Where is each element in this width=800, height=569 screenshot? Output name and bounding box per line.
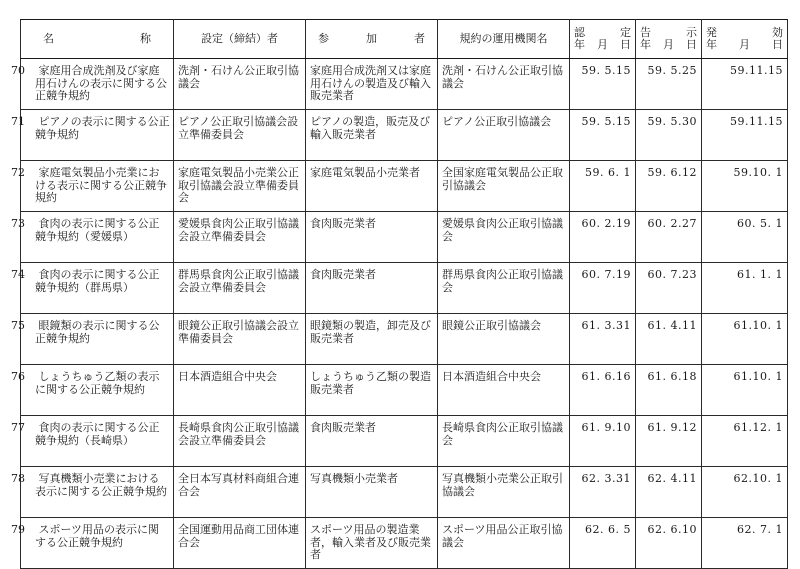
effective-date: 61.10. 1 — [733, 319, 783, 332]
effective-date: 60. 5. 1 — [737, 217, 783, 230]
rule-participant: ピアノの製造，販売及び輸入販売業者 — [310, 115, 431, 141]
header-row — [21, 20, 788, 59]
table-row — [21, 365, 788, 416]
table-row — [21, 518, 788, 569]
rule-agency: 長崎県食肉公正取引協議会 — [442, 421, 563, 447]
rule-participant: しょうちゅう乙類の製造販売業者 — [310, 370, 431, 396]
rule-name: 70 家庭用合成洗剤及び家庭用石けんの表示に関する公正競争規約 — [11, 64, 167, 102]
rule-agency: 写真機類小売業公正取引協議会 — [442, 472, 563, 498]
rule-agency: 日本酒造組合中央会 — [442, 370, 541, 383]
header-participant: 参 加 者 — [306, 20, 438, 59]
rule-name: 77 食肉の表示に関する公正競争規約（長崎県） — [11, 421, 160, 447]
rule-setter: 愛媛県食肉公正取引協議会設立準備委員会 — [178, 217, 299, 243]
rule-name: 73 食肉の表示に関する公正競争規約（愛媛県） — [11, 217, 160, 243]
notice-date: 61. 4.11 — [647, 319, 697, 332]
effective-date: 59.10. 1 — [733, 166, 783, 179]
rule-setter: 日本酒造組合中央会 — [178, 370, 277, 383]
rule-setter: 洗剤・石けん公正取引協議会 — [178, 64, 299, 90]
approval-date: 61. 3.31 — [581, 319, 631, 332]
effective-date: 59.11.15 — [730, 64, 783, 77]
rule-name: 71 ピアノの表示に関する公正競争規約 — [11, 115, 170, 141]
header-agency: 規約の運用機関名 — [438, 20, 570, 59]
notice-date: 59. 5.30 — [647, 115, 697, 128]
table-row — [21, 110, 788, 161]
rule-participant: 眼鏡類の製造，卸売及び販売業者 — [310, 319, 431, 345]
rule-agency: ピアノ公正取引協議会 — [442, 115, 552, 128]
rule-agency: 全国家庭電気製品公正取引協議会 — [442, 166, 563, 192]
rule-participant: 写真機類小売業者 — [310, 472, 398, 485]
table-row — [21, 314, 788, 365]
approval-date: 60. 7.19 — [581, 268, 631, 281]
table-row — [21, 212, 788, 263]
rule-participant: スポーツ用品の製造業者，輸入業者及び販売業者 — [310, 523, 431, 561]
effective-date: 62. 7. 1 — [737, 523, 783, 536]
rule-name: 72 家庭電気製品小売業における表示に関する公正競争規約 — [11, 166, 167, 204]
approval-date: 59. 6. 1 — [585, 166, 631, 179]
rule-setter: ピアノ公正取引協議会設立準備委員会 — [178, 115, 299, 141]
table-row — [21, 467, 788, 518]
rule-agency: 眼鏡公正取引協議会 — [442, 319, 541, 332]
rule-agency: 洗剤・石けん公正取引協議会 — [442, 64, 563, 90]
table-row — [21, 416, 788, 467]
rule-name: 74 食肉の表示に関する公正競争規約（群馬県） — [11, 268, 160, 294]
rule-setter: 全国運動用品商工団体連合会 — [178, 523, 299, 549]
approval-date: 60. 2.19 — [581, 217, 631, 230]
rule-name: 78 写真機類小売業における表示に関する公正競争規約 — [11, 472, 167, 498]
notice-date: 59. 5.25 — [647, 64, 697, 77]
notice-date: 59. 6.12 — [647, 166, 697, 179]
rule-participant: 食肉販売業者 — [310, 268, 376, 281]
effective-date: 61.12. 1 — [733, 421, 783, 434]
table-row — [21, 161, 788, 212]
rule-name: 76 しょうちゅう乙類の表示に関する公正競争規約 — [11, 370, 160, 396]
notice-date: 62. 6.10 — [647, 523, 697, 536]
header-setter: 設定（締結）者 — [174, 20, 306, 59]
notice-date: 61. 6.18 — [647, 370, 697, 383]
rule-participant: 家庭用合成洗剤又は家庭用石けんの製造及び輸入販売業者 — [310, 64, 431, 102]
approval-date: 61. 9.10 — [581, 421, 631, 434]
notice-date: 62. 4.11 — [647, 472, 697, 485]
approval-date: 62. 3.31 — [581, 472, 631, 485]
rule-agency: スポーツ用品公正取引協議会 — [442, 523, 563, 549]
effective-date: 61.10. 1 — [733, 370, 783, 383]
notice-date: 60. 7.23 — [647, 268, 697, 281]
notice-date: 61. 9.12 — [647, 421, 697, 434]
fair-competition-rules-table — [11, 19, 788, 569]
rule-setter: 群馬県食肉公正取引協議会設立準備委員会 — [178, 268, 299, 294]
table-row — [21, 263, 788, 314]
effective-date: 61. 1. 1 — [737, 268, 783, 281]
rule-setter: 長崎県食肉公正取引協議会設立準備委員会 — [178, 421, 299, 447]
rule-agency: 群馬県食肉公正取引協議会 — [442, 268, 563, 294]
approval-date: 59. 5.15 — [581, 64, 631, 77]
approval-date: 59. 5.15 — [581, 115, 631, 128]
header-effective: 発 効 年 月 日 — [702, 20, 788, 59]
approval-date: 62. 6. 5 — [585, 523, 631, 536]
rule-name: 79 スポーツ用品の表示に関する公正競争規約 — [11, 523, 160, 549]
notice-date: 60. 2.27 — [647, 217, 697, 230]
header-approval: 認 定 年 月 日 — [570, 20, 636, 59]
rule-participant: 食肉販売業者 — [310, 217, 376, 230]
rule-participant: 食肉販売業者 — [310, 421, 376, 434]
rule-participant: 家庭電気製品小売業者 — [310, 166, 420, 179]
rule-setter: 眼鏡公正取引協議会設立準備委員会 — [178, 319, 299, 345]
rule-name: 75 眼鏡類の表示に関する公正競争規約 — [11, 319, 160, 345]
effective-date: 62.10. 1 — [733, 472, 783, 485]
header-notice: 告 示 年 月 日 — [636, 20, 702, 59]
rule-setter: 全日本写真材料商組合連合会 — [178, 472, 299, 498]
header-name: 名 称 — [21, 20, 174, 59]
rule-setter: 家庭電気製品小売業公正取引協議会設立準備委員会 — [178, 166, 299, 204]
table-row — [21, 59, 788, 110]
effective-date: 59.11.15 — [730, 115, 783, 128]
rule-agency: 愛媛県食肉公正取引協議会 — [442, 217, 563, 243]
approval-date: 61. 6.16 — [581, 370, 631, 383]
